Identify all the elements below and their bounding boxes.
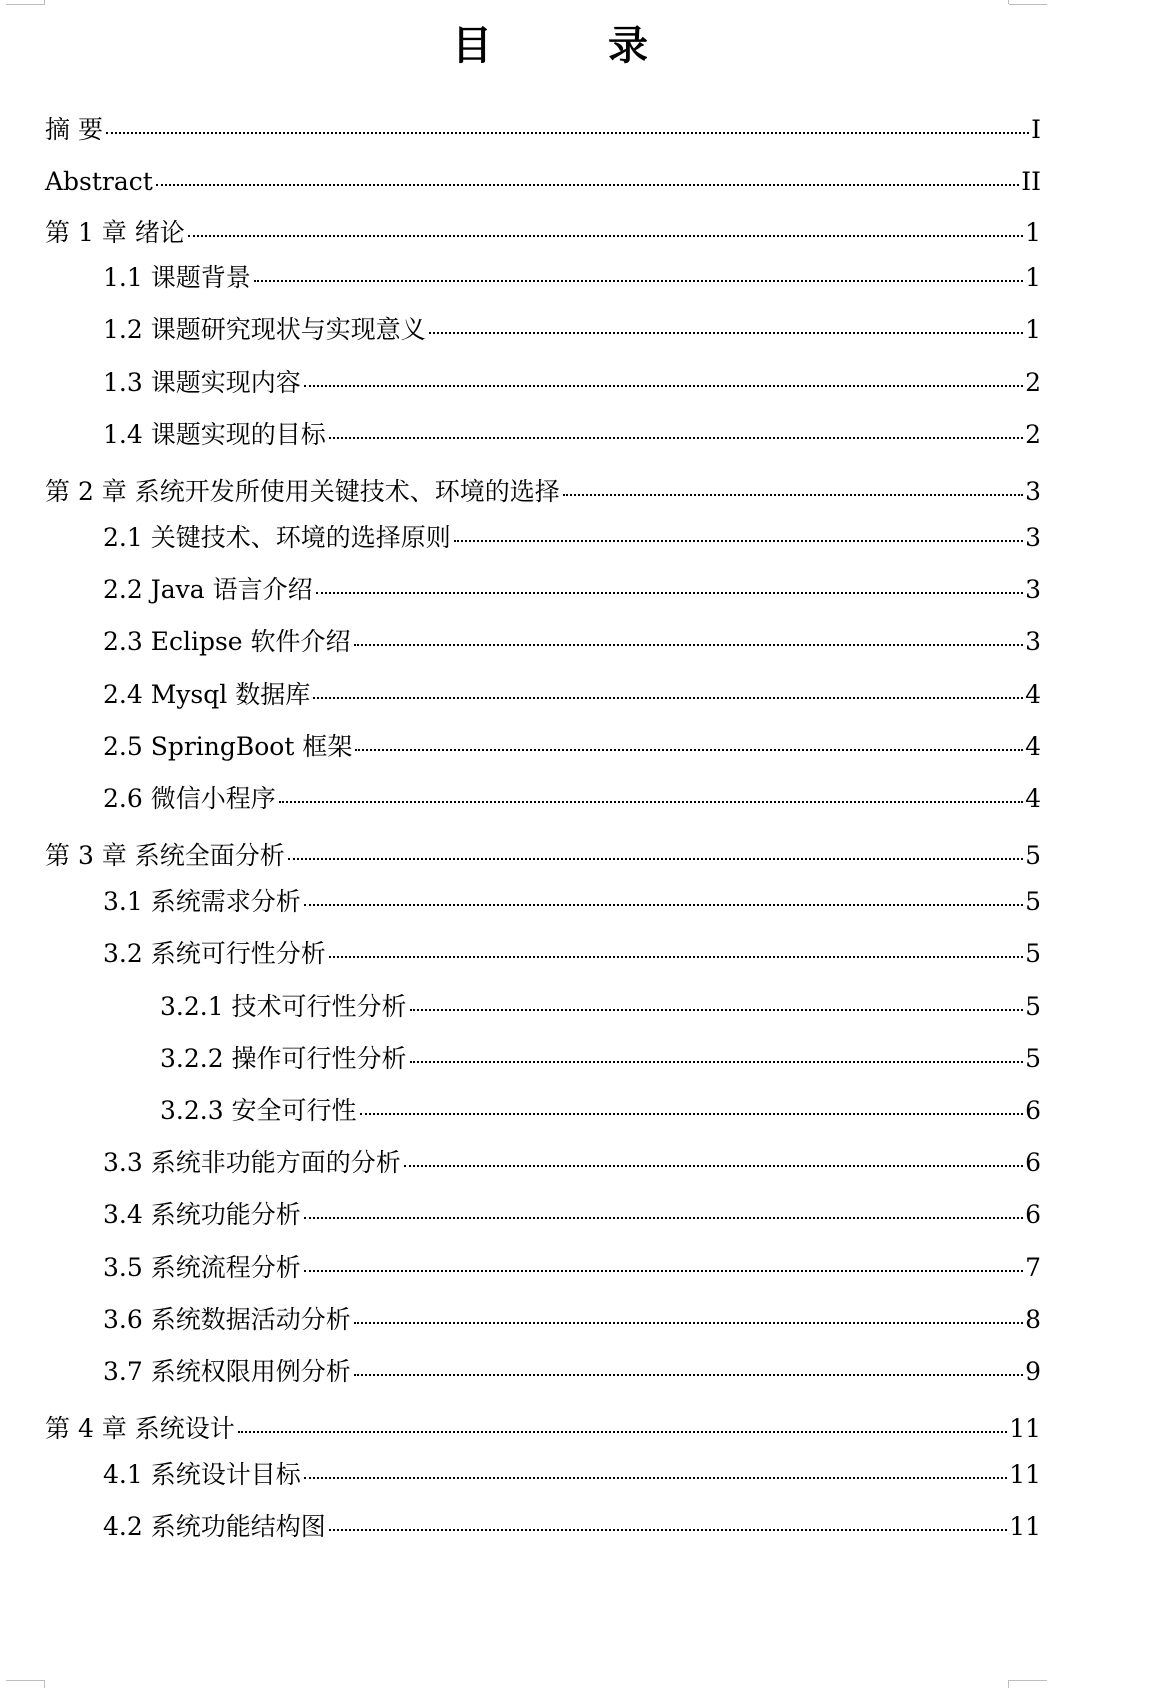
toc-entry-page-number: 3: [1025, 575, 1041, 604]
toc-dot-leader: [454, 540, 1023, 542]
toc-entry-label: 3.2 系统可行性分析: [103, 939, 326, 968]
toc-entry[interactable]: [103, 937, 1041, 971]
toc-entry-page-number: 1: [1025, 218, 1041, 247]
toc-entry[interactable]: [103, 1303, 1041, 1337]
toc-dot-leader: [410, 1061, 1024, 1063]
toc-dot-leader: [304, 1477, 1007, 1479]
toc-dot-leader: [429, 332, 1023, 334]
toc-entry-label: 2.1 关键技术、环境的选择原则: [103, 523, 451, 552]
toc-entry[interactable]: [103, 885, 1041, 919]
toc-dot-leader: [304, 385, 1023, 387]
toc-entry-page-number: 2: [1025, 420, 1041, 449]
toc-entry[interactable]: [45, 839, 1041, 873]
toc-entry-label: 第 1 章 绪论: [45, 218, 185, 247]
toc-entry-page-number: 9: [1025, 1357, 1041, 1386]
toc-entry-label: 2.4 Mysql 数据库: [103, 680, 311, 709]
toc-entry-page-number: 8: [1025, 1305, 1041, 1334]
toc-entry-label: 摘 要: [45, 115, 103, 144]
toc-entry-page-number: 6: [1025, 1148, 1041, 1177]
toc-dot-leader: [360, 1113, 1024, 1115]
toc-entry-page-number: 5: [1025, 841, 1041, 870]
toc-entry-label: 3.4 系统功能分析: [103, 1200, 301, 1229]
toc-entry[interactable]: [103, 573, 1041, 607]
toc-entry-page-number: II: [1021, 167, 1041, 196]
crop-mark-bottom-left-vertical: [44, 1680, 45, 1688]
toc-dot-leader: [404, 1165, 1023, 1167]
toc-dot-leader: [354, 644, 1024, 646]
toc-entry-page-number: 1: [1025, 315, 1041, 344]
toc-entry-page-number: 6: [1025, 1096, 1041, 1125]
toc-dot-leader: [304, 904, 1023, 906]
toc-entry-label: 1.1 课题背景: [103, 263, 251, 292]
toc-entry[interactable]: [103, 1458, 1041, 1492]
toc-entry-label: 3.2.2 操作可行性分析: [160, 1044, 407, 1073]
crop-mark-top-left: [6, 4, 45, 5]
toc-entry-label: 4.2 系统功能结构图: [103, 1512, 326, 1541]
toc-entry-label: 3.7 系统权限用例分析: [103, 1357, 351, 1386]
toc-entry[interactable]: [103, 1510, 1041, 1544]
toc-dot-leader: [329, 956, 1023, 958]
crop-mark-top-right: [1009, 4, 1047, 5]
toc-entry-label: 3.6 系统数据活动分析: [103, 1305, 351, 1334]
crop-mark-bottom-right: [1009, 1680, 1047, 1681]
toc-entry-label: 3.1 系统需求分析: [103, 887, 301, 916]
toc-entry-label: 2.6 微信小程序: [103, 784, 276, 813]
toc-dot-leader: [329, 437, 1023, 439]
toc-dot-leader: [288, 858, 1023, 860]
toc-entry-page-number: 3: [1025, 477, 1041, 506]
toc-dot-leader: [106, 132, 1029, 134]
toc-entry-label: 2.2 Java 语言介绍: [103, 575, 313, 604]
toc-dot-leader: [329, 1529, 1007, 1531]
toc-entry[interactable]: [103, 1355, 1041, 1389]
toc-entry[interactable]: [45, 113, 1041, 147]
toc-entry-page-number: 5: [1025, 887, 1041, 916]
page-title: 目 录: [452, 23, 686, 69]
toc-dot-leader: [238, 1431, 1007, 1433]
toc-entry-page-number: 3: [1025, 627, 1041, 656]
toc-entry-page-number: 7: [1025, 1253, 1041, 1282]
toc-entry-page-number: 4: [1025, 784, 1041, 813]
toc-entry-page-number: 4: [1025, 732, 1041, 761]
toc-entry[interactable]: [103, 418, 1041, 452]
crop-mark-bottom-right-vertical: [1008, 1680, 1009, 1688]
toc-entry[interactable]: [160, 1042, 1041, 1076]
toc-entry[interactable]: [103, 366, 1041, 400]
toc-entry-page-number: 1: [1025, 263, 1041, 292]
toc-entry[interactable]: [103, 313, 1041, 347]
toc-entry-page-number: 5: [1025, 992, 1041, 1021]
toc-entry[interactable]: [160, 990, 1041, 1024]
toc-dot-leader: [279, 801, 1023, 803]
toc-entry[interactable]: [103, 730, 1041, 764]
toc-entry-page-number: I: [1031, 115, 1041, 144]
toc-dot-leader: [156, 184, 1019, 186]
toc-dot-leader: [355, 749, 1023, 751]
toc-entry-page-number: 6: [1025, 1200, 1041, 1229]
toc-entry[interactable]: [103, 261, 1041, 295]
toc-entry[interactable]: [45, 165, 1041, 199]
toc-entry[interactable]: [103, 678, 1041, 712]
toc-entry-label: 第 3 章 系统全面分析: [45, 841, 285, 870]
toc-dot-leader: [304, 1270, 1023, 1272]
toc-entry-page-number: 5: [1025, 1044, 1041, 1073]
toc-entry[interactable]: [45, 216, 1041, 250]
toc-entry-label: 3.2.1 技术可行性分析: [160, 992, 407, 1021]
toc-entry-label: 1.4 课题实现的目标: [103, 420, 326, 449]
toc-entry[interactable]: [103, 521, 1041, 555]
toc-entry-page-number: 11: [1009, 1460, 1041, 1489]
toc-entry-page-number: 4: [1025, 680, 1041, 709]
toc-entry-page-number: 11: [1009, 1512, 1041, 1541]
crop-mark-top-right-vertical: [1008, 0, 1009, 4]
toc-entry[interactable]: [103, 1146, 1041, 1180]
toc-entry[interactable]: [103, 782, 1041, 816]
toc-entry-page-number: 3: [1025, 523, 1041, 552]
toc-entry-label: Abstract: [45, 167, 153, 196]
toc-dot-leader: [410, 1009, 1024, 1011]
toc-entry[interactable]: [160, 1094, 1041, 1128]
toc-dot-leader: [354, 1322, 1023, 1324]
toc-entry[interactable]: [103, 1251, 1041, 1285]
toc-entry-label: 4.1 系统设计目标: [103, 1460, 301, 1489]
toc-entry-label: 1.3 课题实现内容: [103, 368, 301, 397]
toc-dot-leader: [316, 592, 1023, 594]
toc-entry-label: 第 4 章 系统设计: [45, 1414, 235, 1443]
toc-entry-page-number: 5: [1025, 939, 1041, 968]
toc-dot-leader: [188, 235, 1023, 237]
toc-entry-page-number: 2: [1025, 368, 1041, 397]
toc-dot-leader: [563, 494, 1023, 496]
crop-mark-bottom-left: [6, 1680, 44, 1681]
toc-entry-label: 3.3 系统非功能方面的分析: [103, 1148, 401, 1177]
toc-entry-label: 3.5 系统流程分析: [103, 1253, 301, 1282]
toc-entry[interactable]: [103, 1198, 1041, 1232]
toc-entry[interactable]: [103, 625, 1041, 659]
toc-entry-label: 3.2.3 安全可行性: [160, 1096, 357, 1125]
toc-entry-label: 第 2 章 系统开发所使用关键技术、环境的选择: [45, 477, 560, 506]
toc-entry-label: 2.5 SpringBoot 框架: [103, 732, 353, 761]
toc-dot-leader: [254, 280, 1023, 282]
toc-entry-label: 1.2 课题研究现状与实现意义: [103, 315, 426, 344]
toc-entry-page-number: 11: [1009, 1414, 1041, 1443]
toc-entry-label: 2.3 Eclipse 软件介绍: [103, 627, 351, 656]
toc-entry[interactable]: [45, 475, 1041, 509]
toc-entry[interactable]: [45, 1412, 1041, 1446]
toc-dot-leader: [354, 1374, 1023, 1376]
toc-dot-leader: [313, 697, 1023, 699]
toc-dot-leader: [304, 1217, 1023, 1219]
crop-mark-top-left-vertical: [44, 0, 45, 4]
